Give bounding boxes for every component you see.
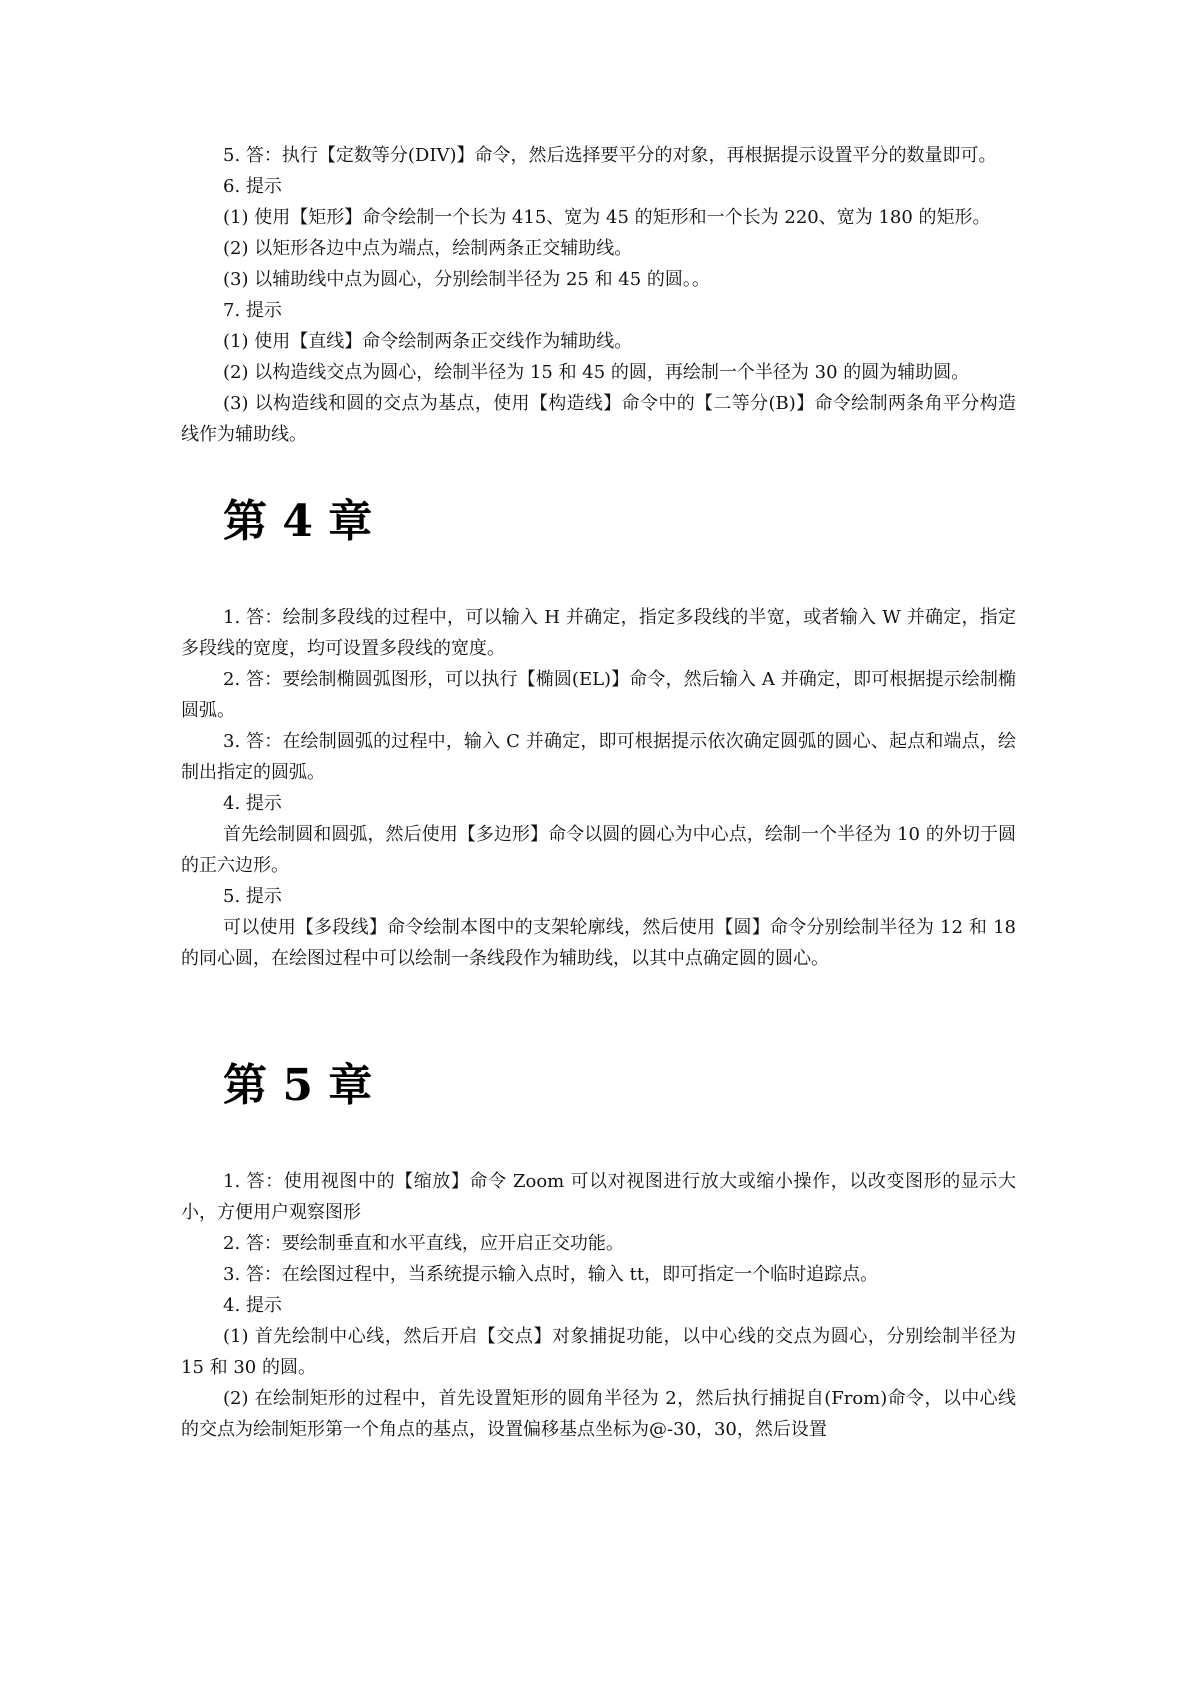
paragraph: (1) 使用【矩形】命令绘制一个长为 415、宽为 45 的矩形和一个长为 220、宽为 180 的矩形。 [223, 207, 991, 228]
paragraph: 5. 提示 [223, 886, 282, 907]
paragraph: (2) 以构造线交点为圆心，绘制半径为 15 和 45 的圆，再绘制一个半径为 30 的圆为辅助圆。 [223, 362, 970, 383]
paragraph: 4. 提示 [223, 1295, 282, 1316]
section-chapter4 [181, 602, 1022, 974]
section-chapter5 [181, 1166, 1022, 1445]
chapter-heading: 第 4 章 [223, 496, 373, 547]
paragraph: 6. 提示 [223, 176, 282, 197]
paragraph: 2. 答：要绘制椭圆弧图形，可以执行【椭圆(EL)】命令，然后输入 A 并确定，即可根据提示绘制椭圆弧。 [181, 669, 1016, 721]
paragraph: 3. 答：在绘图过程中，当系统提示输入点时，输入 tt，即可指定一个临时追踪点。 [223, 1264, 879, 1285]
paragraph: (2) 以矩形各边中点为端点，绘制两条正交辅助线。 [223, 238, 633, 259]
section-chapter3-tail [181, 140, 1016, 450]
paragraph: 7. 提示 [223, 300, 282, 321]
paragraph: (1) 使用【直线】命令绘制两条正交线作为辅助线。 [223, 331, 633, 352]
paragraph: 可以使用【多段线】命令绘制本图中的支架轮廓线，然后使用【圆】命令分别绘制半径为 12 和 18 的同心圆，在绘图过程中可以绘制一条线段作为辅助线，以其中点确定圆的圆心。 [181, 917, 1022, 969]
paragraph: (2) 在绘制矩形的过程中，首先设置矩形的圆角半径为 2，然后执行捕捉自(From)命令，以中心线的交点为绘制矩形第一个角点的基点，设置偏移基点坐标为@-30，30，然后设置 [181, 1388, 1016, 1440]
paragraph: (1) 首先绘制中心线，然后开启【交点】对象捕捉功能，以中心线的交点为圆心，分别绘制半径为 15 和 30 的圆。 [181, 1326, 1022, 1378]
paragraph: (3) 以辅助线中点为圆心，分别绘制半径为 25 和 45 的圆。。 [223, 269, 710, 290]
paragraph: 2. 答：要绘制垂直和水平直线，应开启正交功能。 [223, 1233, 624, 1254]
paragraph: 1. 答：绘制多段线的过程中，可以输入 H 并确定，指定多段线的半宽，或者输入 W 并确定，指定多段线的宽度，均可设置多段线的宽度。 [181, 607, 1016, 659]
paragraph: 1. 答：使用视图中的【缩放】命令 Zoom 可以对视图进行放大或缩小操作，以改变图形的显示大小，方便用户观察图形 [181, 1171, 1016, 1223]
page-content [181, 140, 1022, 1445]
paragraph: 4. 提示 [223, 793, 282, 814]
paragraph: 3. 答：在绘制圆弧的过程中，输入 C 并确定，即可根据提示依次确定圆弧的圆心、起点和端点，绘制出指定的圆弧。 [181, 731, 1016, 783]
paragraph: 首先绘制圆和圆弧，然后使用【多边形】命令以圆的圆心为中心点，绘制一个半径为 10 的外切于圆的正六边形。 [181, 824, 1016, 876]
chapter-heading: 第 5 章 [223, 1060, 373, 1111]
paragraph: (3) 以构造线和圆的交点为基点，使用【构造线】命令中的【二等分(B)】命令绘制两条角平分构造线作为辅助线。 [181, 393, 1016, 445]
paragraph: 5. 答：执行【定数等分(DIV)】命令，然后选择要平分的对象，再根据提示设置平分的数量即可。 [223, 145, 997, 166]
